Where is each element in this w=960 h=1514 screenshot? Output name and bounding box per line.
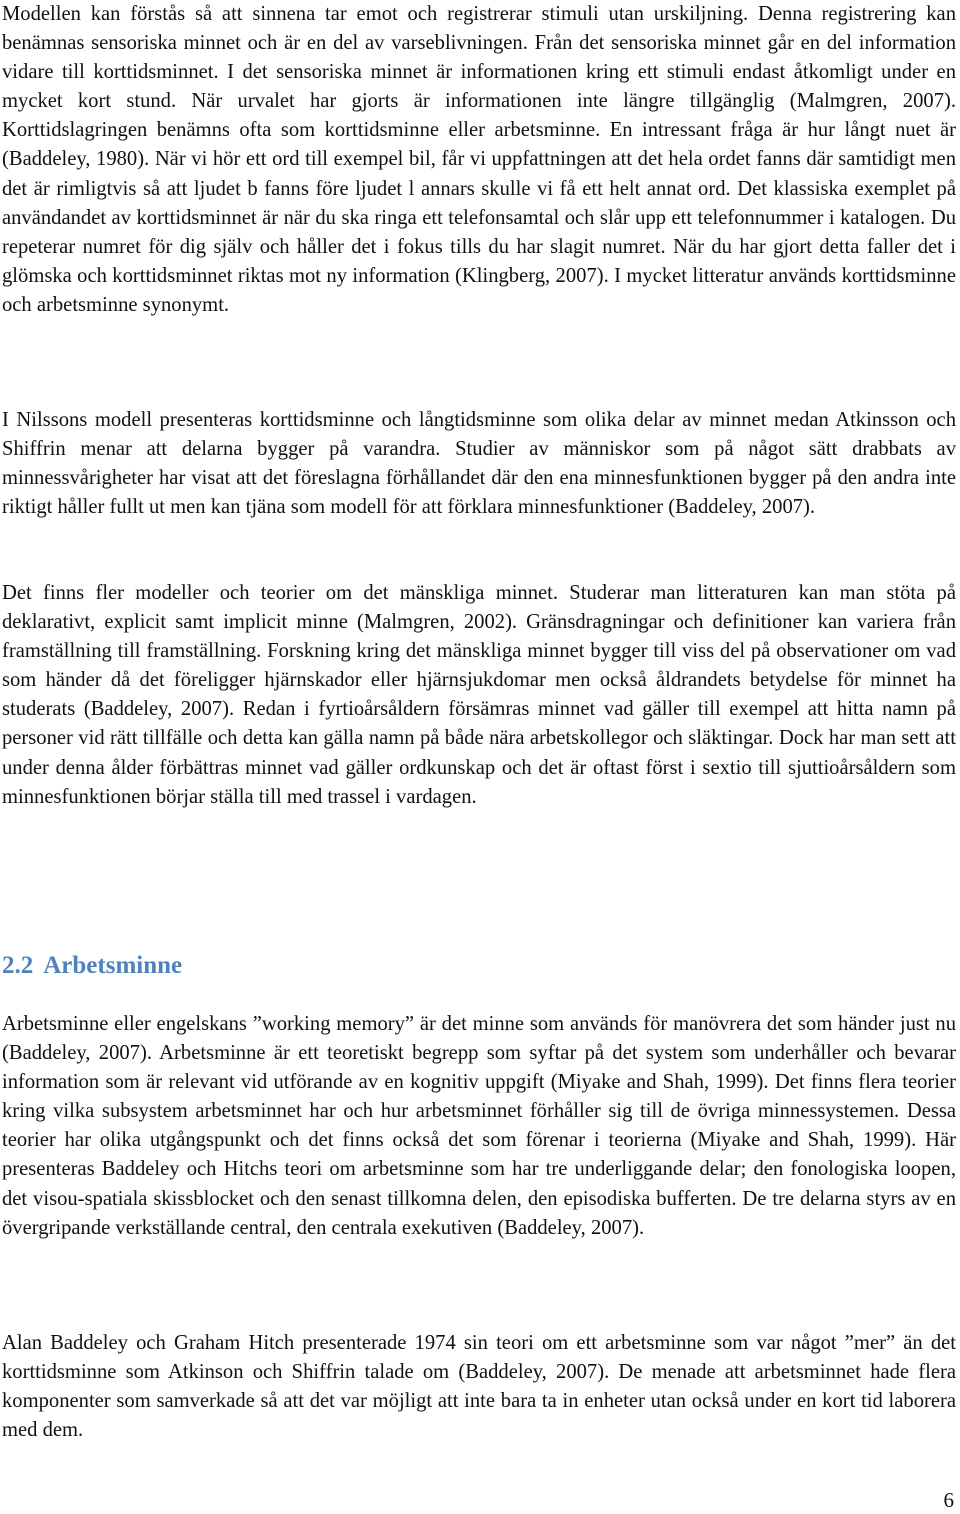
section-number: 2.2 <box>2 952 34 979</box>
paragraph-baddeley-hitch: Alan Baddeley och Graham Hitch presenterade 1974 sin teori om ett arbetsminne som var något ”mer” än det korttidsminne som Atkinson och Shiffrin talade om (Baddeley, 2007). De menade att arbetsminnet hade flera komponenter som samverkade så att det var möjligt att inte bara ta in enheter utan också under en kort tid laborera med dem. <box>2 1332 956 1442</box>
paragraph-nilsson-model: I Nilssons modell presenteras korttidsminne och långtidsminne som olika delar av minnet medan Atkinsson och Shiffrin menar att delarna bygger på varandra. Studier av människor som på något sätt drabbats av minnessvårigheter har visat att det föreslagna förhållandet där den ena minnesfunktionen bygger på den andra inte riktigt håller fullt ut men kan tjäna som modell för att förklara minnesfunktioner (Baddeley, 2007). <box>2 409 956 519</box>
paragraph-sensory-memory: Modellen kan förstås så att sinnena tar emot och registrerar stimuli utan urskiljning. Denna registrering kan benämnas sensoriska minnet och är en del av varseblivningen. Från det sensoriska minnet går en del information vidare till korttidsminnet. I det sensoriska minnet är informationen kring ett stimuli endast åtkomligt under en mycket kort stund. När urvalet har gjorts är informationen inte längre tillgänglig (Malmgren, 2007). Korttidslagringen benämns ofta som korttidsminne eller arbetsminne. En intressant fråga är hur långt nuet är (Baddeley, 1980). När vi hör ett ord till exempel bil, får vi uppfattningen att det hela ordet fanns där samtidigt men det är rimligtvis så att ljudet b fanns före ljudet l annars skulle vi få ett helt annat ord. Det klassiska exemplet på användandet av korttidsminnet är när du ska ringa ett telefonsamtal och slår upp ett telefonnummer i katalogen. Du repeterar numret för dig själv och håller det i fokus tills du har slagit numret. När du har gjort detta faller det i glömska och korttidsminnet riktas mot ny information (Klingberg, 2007). I mycket litteratur används korttidsminne och arbetsminne synonymt. <box>2 3 956 316</box>
page-number: 6 <box>943 1488 954 1512</box>
section-title: Arbetsminne <box>43 952 183 979</box>
paragraph-memory-models: Det finns fler modeller och teorier om det mänskliga minnet. Studerar man litteraturen kan man stöta på deklarativt, explicit samt implicit minne (Malmgren, 2002). Gränsdragningar och definitioner kan variera från framställning till framställning. Forskning kring det mänskliga minnet bygger till viss del på observationer om vad som händer då det föreligger hjärnskador eller hjärnsjukdomar men också åldrandets betydelse för minnet ha studerats (Baddeley, 2007). Redan i fyrtioårsåldern försämras minnet vad gäller till exempel att hitta namn på personer vid rätt tillfälle och detta kan gälla namn på både nära arbetskollegor och släktingar. Dock har man sett att under denna ålder förbättras minnet vad gäller ordkunskap och det är oftast först i sextio till sjuttioårsåldern som minnesfunktionen börjar ställa till med trassel i vardagen. <box>2 582 956 808</box>
paragraph-working-memory-definition: Arbetsminne eller engelskans ”working memory” är det minne som används för manövrera det som händer just nu (Baddeley, 2007). Arbetsminne är ett teoretiskt begrepp som syftar på det system som underhåller och bevarar information som är relevant vid utförande av en kognitiv uppgift (Miyake and Shah, 1999). Det finns flera teorier kring vilka subsystem arbetsminnet har och hur arbetsminnet förhåller sig till de övriga minnessystemen. Dessa teorier har olika utgångspunkt och det finns också det som förenar i teorierna (Miyake and Shah, 1999). Här presenteras Baddeley och Hitchs teori om arbetsminne som har tre underliggande delar; den fonologiska loopen, det visou-spatiala skissblocket och den senast tillkomna delen, den episodiska bufferten. De tre delarna styrs av en övergripande verkställande central, den centrala exekutiven (Baddeley, 2007). <box>2 1013 956 1239</box>
section-heading <box>2 950 182 982</box>
